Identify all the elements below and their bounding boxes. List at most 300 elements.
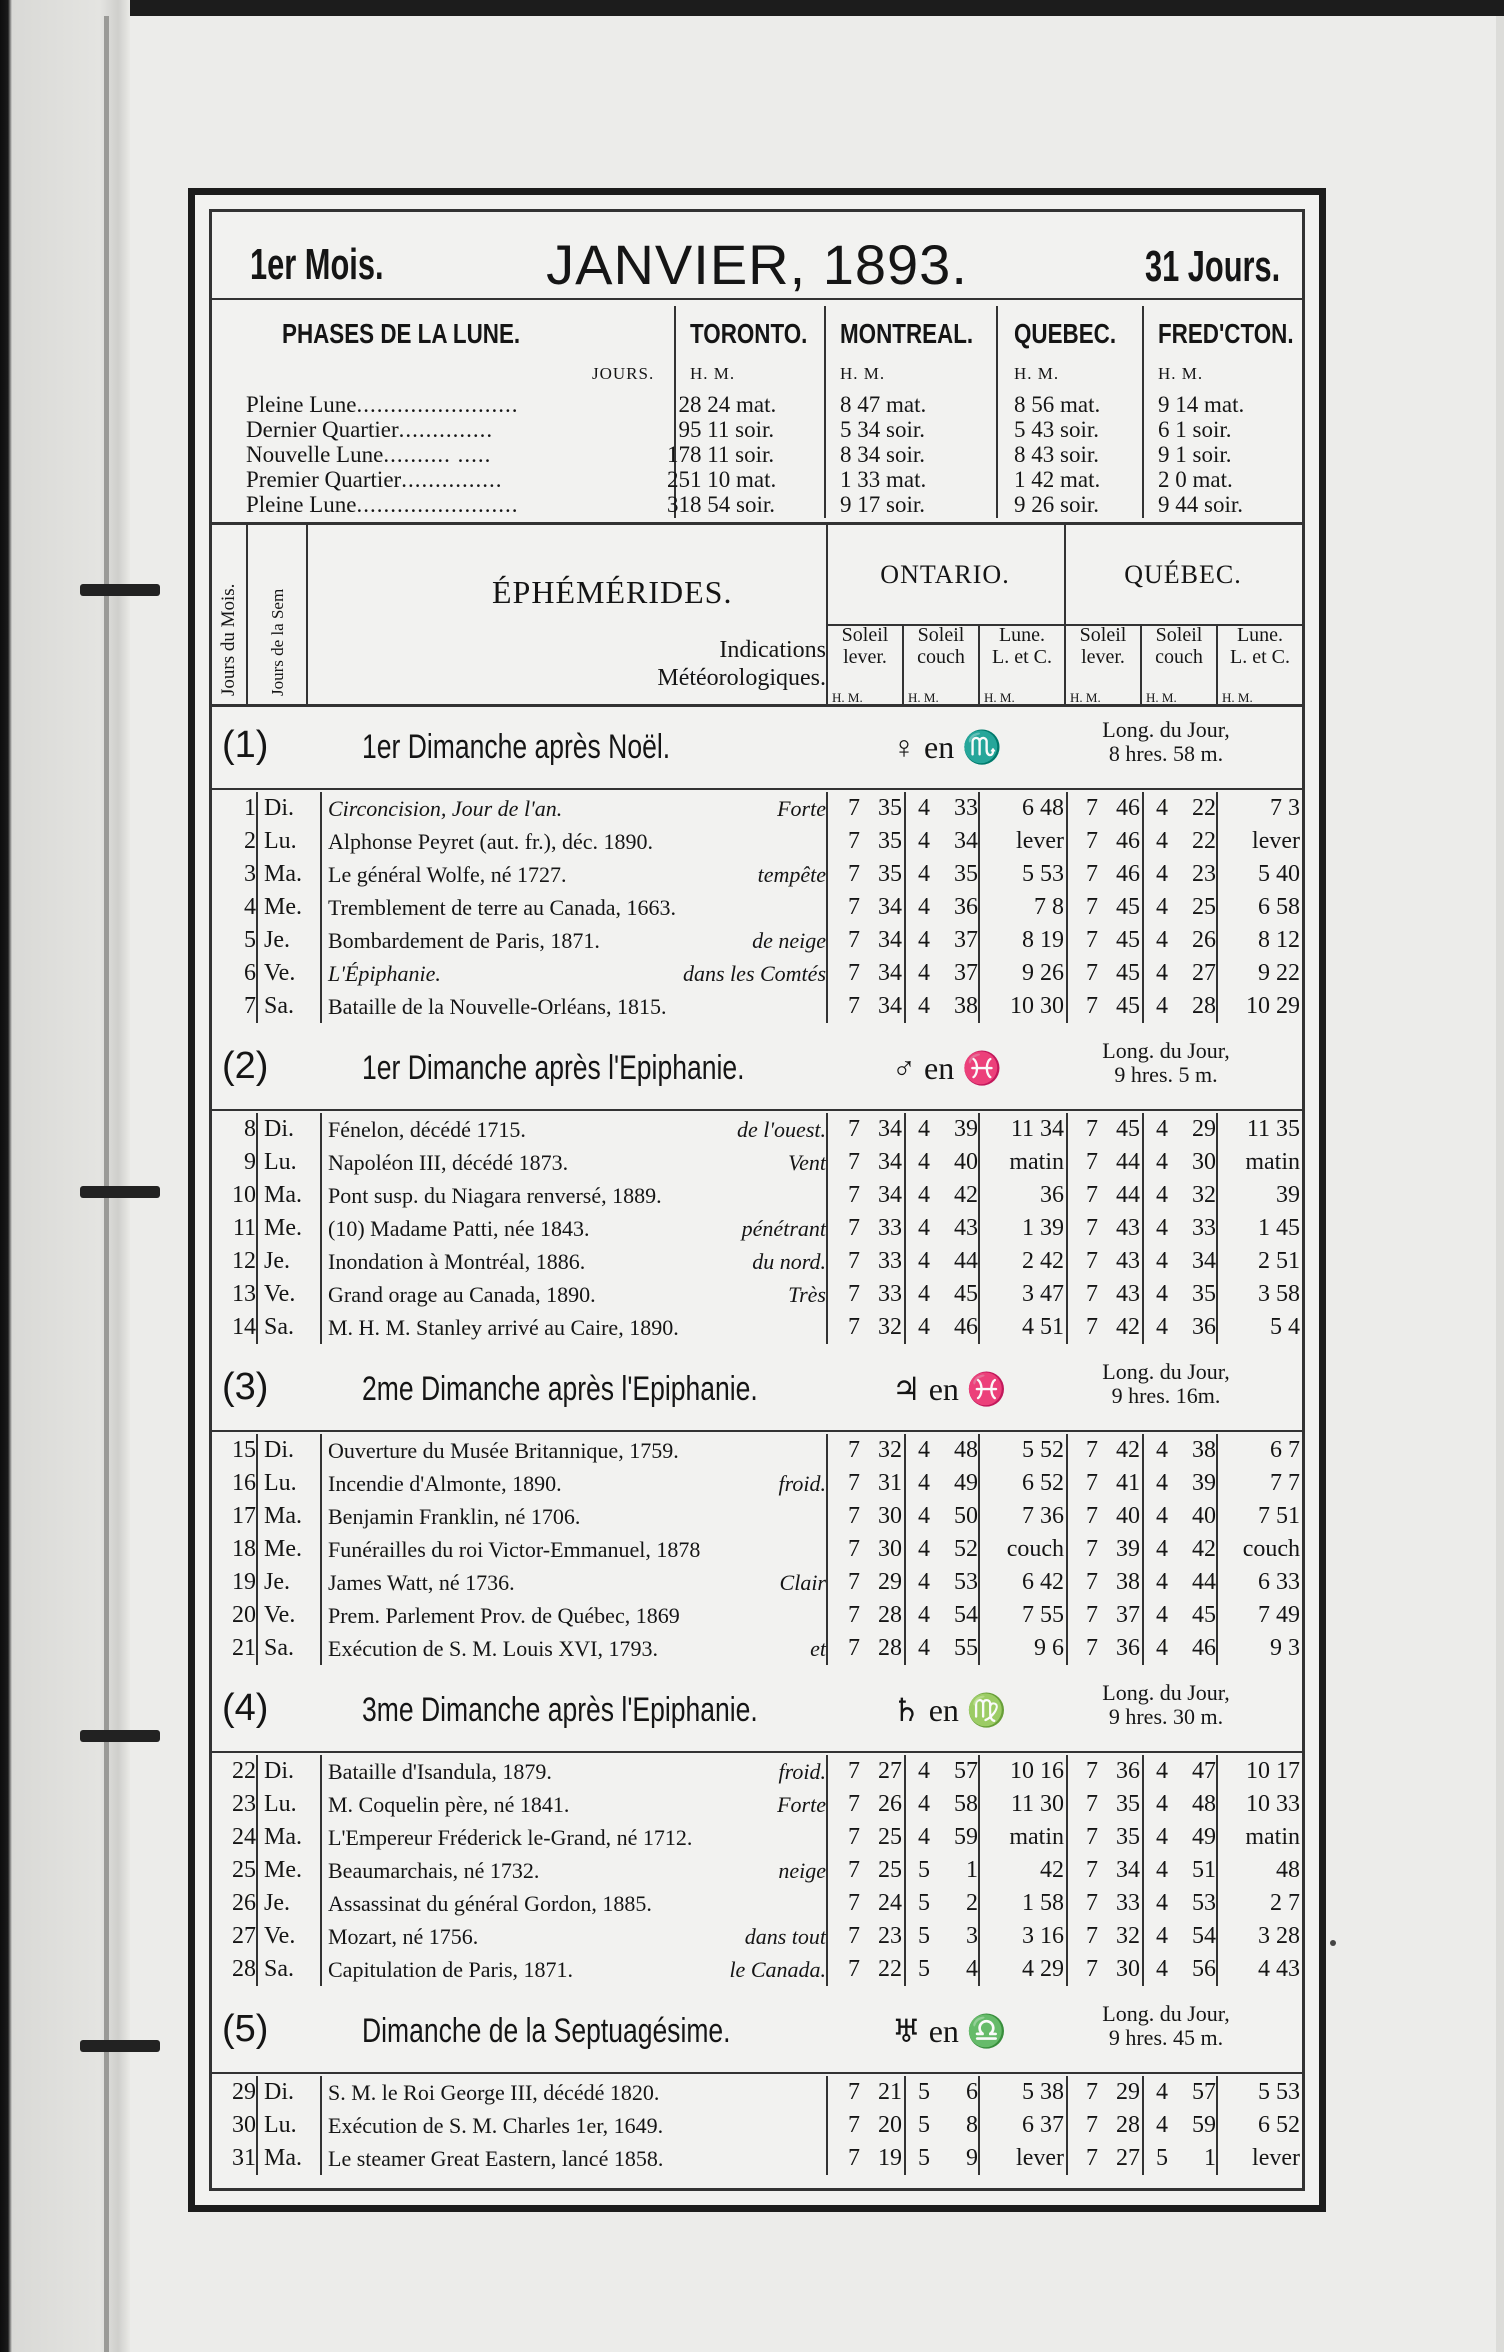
quebec-value: 32 [1192, 1182, 1216, 1208]
ontario-value: 7 [848, 1758, 860, 1784]
day-row [212, 792, 1302, 825]
moon-phase-day: 17 [667, 442, 690, 467]
week-title: 1er Dimanche après Noël. [362, 728, 671, 766]
quebec-value: 4 [1156, 1503, 1168, 1529]
ontario-value: 4 [918, 960, 930, 986]
subheader-line: lever. [843, 646, 887, 668]
hm-label: H. M. [1146, 690, 1177, 705]
event-text: Le général Wolfe, né 1727. [328, 862, 567, 887]
ontario-value: 7 8 [1034, 894, 1064, 920]
ontario-value: 44 [954, 1248, 978, 1274]
day-length-label: Long. du Jour, [1102, 717, 1230, 742]
quebec-value: 9 3 [1270, 1635, 1300, 1661]
day-of-month: 6 [244, 960, 256, 986]
quebec-value: 7 3 [1270, 795, 1300, 821]
quebec-value: 27 [1116, 2145, 1140, 2171]
day-of-week: Sa. [264, 1635, 294, 1661]
weather-forecast: le Canada. [729, 1957, 826, 1982]
city-header: MONTREAL. [840, 318, 974, 349]
ontario-value: 7 [848, 2079, 860, 2105]
quebec-value: 7 [1086, 1248, 1098, 1274]
quebec-value: 4 [1156, 1824, 1168, 1850]
day-length-value: 9 hres. 45 m. [1108, 2025, 1224, 2050]
ontario-value: 8 [966, 2112, 978, 2138]
quebec-value: 4 [1156, 1182, 1168, 1208]
ontario-value: 34 [878, 1182, 902, 1208]
week-number: (4) [222, 1687, 269, 1729]
quebec-value: 7 [1086, 1503, 1098, 1529]
ontario-value: 4 [918, 828, 930, 854]
quebec-value: 7 [1086, 993, 1098, 1019]
day-length-value: 9 hres. 30 m. [1108, 1704, 1224, 1729]
ontario-value: 7 [848, 1182, 860, 1208]
week-header [212, 1669, 1302, 1753]
ontario-value: 9 26 [1022, 960, 1064, 986]
quebec-value: 7 [1086, 1890, 1098, 1916]
moon-phase-time: 9 1 soir. [1158, 442, 1232, 467]
quebec-value: 48 [1192, 1791, 1216, 1817]
day-length-label: Long. du Jour, [1102, 2001, 1230, 2026]
ontario-value: 7 [848, 993, 860, 1019]
quebec-value: 7 [1086, 1602, 1098, 1628]
week-title: 2me Dimanche après l'Epiphanie. [362, 1370, 758, 1408]
day-row [212, 825, 1302, 858]
event-text: Funérailles du roi Victor-Emmanuel, 1878 [328, 1537, 701, 1562]
moon-phase-time: 9 44 soir. [1158, 492, 1243, 517]
quebec-value: 45 [1116, 927, 1140, 953]
ontario-value: 48 [954, 1437, 978, 1463]
moon-phase-label [246, 442, 491, 468]
planet-position: ♀ en ♏ [892, 729, 1003, 765]
quebec-value: 25 [1192, 894, 1216, 920]
ontario-value: 7 [848, 1215, 860, 1241]
event-text: Circoncision, Jour de l'an. [328, 796, 563, 821]
quebec-value: 4 [1156, 1536, 1168, 1562]
moon-phases-heading: PHASES DE LA LUNE. [282, 318, 521, 349]
ink-speck [1330, 1940, 1336, 1946]
ontario-value: 54 [954, 1602, 978, 1628]
divider [306, 524, 308, 704]
scan-edge-left [0, 0, 130, 2352]
quebec-value: 7 [1086, 2079, 1098, 2105]
quebec-value: 7 [1086, 1182, 1098, 1208]
quebec-value: 7 [1086, 2112, 1098, 2138]
calendar-frame [188, 188, 1326, 2212]
day-of-month: 21 [232, 1635, 256, 1661]
ontario-value: 1 39 [1022, 1215, 1064, 1241]
ontario-value: 33 [954, 795, 978, 821]
day-row [212, 2109, 1302, 2142]
day-of-week: Me. [264, 894, 302, 920]
ontario-value: 50 [954, 1503, 978, 1529]
ontario-value: 4 51 [1022, 1314, 1064, 1340]
quebec-value: 4 [1156, 1281, 1168, 1307]
quebec-value: 41 [1116, 1470, 1140, 1496]
ontario-value: 7 [848, 1437, 860, 1463]
quebec-value: 4 [1156, 1923, 1168, 1949]
divider [824, 306, 826, 518]
city-header: TORONTO. [690, 318, 808, 349]
ontario-value: 6 37 [1022, 2112, 1064, 2138]
ontario-value: 34 [878, 1116, 902, 1142]
moon-phase-time: 1 10 mat. [690, 467, 777, 492]
ontario-value: 5 [918, 2145, 930, 2171]
day-of-month: 9 [244, 1149, 256, 1175]
binding-spine [104, 16, 109, 2352]
quebec-value: 7 [1086, 1857, 1098, 1883]
day-length-label: Long. du Jour, [1102, 1359, 1230, 1384]
ontario-value: 22 [878, 1956, 902, 1982]
quebec-value: 4 [1156, 960, 1168, 986]
event-text: Exécution de S. M. Louis XVI, 1793. [328, 1636, 658, 1661]
day-of-month: 30 [232, 2112, 256, 2138]
quebec-value: 38 [1116, 1569, 1140, 1595]
quebec-value: 7 [1086, 828, 1098, 854]
week-days [212, 1434, 1302, 1665]
quebec-value: 4 [1156, 1149, 1168, 1175]
ontario-value: 7 [848, 1956, 860, 1982]
quebec-value: 7 7 [1270, 1470, 1300, 1496]
ontario-value: 6 48 [1022, 795, 1064, 821]
moon-phase-time: 2 0 mat. [1158, 467, 1233, 492]
ontario-value: 26 [878, 1791, 902, 1817]
ontario-value: 4 [918, 1602, 930, 1628]
ontario-value: 7 [848, 927, 860, 953]
day-row [212, 1566, 1302, 1599]
day-row [212, 2076, 1302, 2109]
quebec-value: 7 [1086, 1116, 1098, 1142]
quebec-value: 47 [1192, 1758, 1216, 1784]
moon-phase-time: 8 43 soir. [1014, 442, 1099, 467]
subheader-line: Lune. [1236, 624, 1284, 646]
ontario-value: 43 [954, 1215, 978, 1241]
quebec-value: 46 [1116, 795, 1140, 821]
weather-forecast: pénétrant [741, 1216, 826, 1241]
quebec-value: 39 [1276, 1182, 1300, 1208]
phase-name: Pleine Lune [246, 492, 357, 517]
day-of-week: Lu. [264, 2112, 297, 2138]
moon-phases-table [212, 300, 1302, 525]
quebec-value: 28 [1116, 2112, 1140, 2138]
quebec-value: 46 [1116, 861, 1140, 887]
quebec-value: 26 [1192, 927, 1216, 953]
ontario-value: 6 [966, 2079, 978, 2105]
quebec-value: 4 [1156, 1116, 1168, 1142]
ontario-value: 5 [918, 1956, 930, 1982]
ontario-value: 10 30 [1010, 993, 1064, 1019]
event-text: Benjamin Franklin, né 1706. [328, 1504, 581, 1529]
city-header: FRED'CTON. [1158, 318, 1294, 349]
day-row [212, 1467, 1302, 1500]
ontario-value: 7 [848, 1248, 860, 1274]
ontario-value: 4 [918, 1314, 930, 1340]
ontario-value: 4 29 [1022, 1956, 1064, 1982]
ontario-value: 4 [918, 1248, 930, 1274]
month-header [212, 212, 1302, 300]
day-of-month: 23 [232, 1791, 256, 1817]
event-text: Grand orage au Canada, 1890. [328, 1282, 596, 1307]
quebec-value: 2 51 [1258, 1248, 1300, 1274]
weather-forecast: froid. [778, 1471, 826, 1496]
event-text: Tremblement de terre au Canada, 1663. [328, 895, 677, 920]
quebec-value: 7 [1086, 1149, 1098, 1175]
subheader-line: Soleil [1079, 624, 1127, 646]
day-length-value: 9 hres. 5 m. [1114, 1062, 1218, 1087]
week-title: 1er Dimanche après l'Epiphanie. [362, 1049, 745, 1087]
ontario-value: lever [1016, 828, 1064, 854]
quebec-value: 51 [1192, 1857, 1216, 1883]
ontario-value: 34 [878, 927, 902, 953]
quebec-value: 4 [1156, 993, 1168, 1019]
ontario-value: 33 [878, 1281, 902, 1307]
ontario-value: 4 [918, 1149, 930, 1175]
day-of-week: Lu. [264, 1791, 297, 1817]
event-text: S. M. le Roi George III, décédé 1820. [328, 2080, 660, 2105]
quebec-value: 6 52 [1258, 2112, 1300, 2138]
day-of-month: 20 [232, 1602, 256, 1628]
week-days [212, 1113, 1302, 1344]
event-text: L'Empereur Fréderick le-Grand, né 1712. [328, 1825, 693, 1850]
weather-forecast: dans les Comtés [683, 961, 826, 986]
ontario-value: 5 53 [1022, 861, 1064, 887]
quebec-value: matin [1245, 1149, 1300, 1175]
page-title: JANVIER, 1893. [546, 233, 968, 296]
day-row [212, 1500, 1302, 1533]
quebec-value: 4 [1156, 1248, 1168, 1274]
meteo-label-line: Météorologiques. [657, 665, 826, 691]
quebec-value: 30 [1192, 1149, 1216, 1175]
quebec-value: 39 [1192, 1470, 1216, 1496]
ontario-value: 38 [954, 993, 978, 1019]
weather-forecast: Clair [779, 1570, 826, 1595]
ontario-value: 4 [918, 927, 930, 953]
day-of-week: Ve. [264, 1923, 296, 1949]
ontario-value: 7 [848, 861, 860, 887]
week-number: (5) [222, 2008, 269, 2050]
ontario-value: 7 [848, 1314, 860, 1340]
quebec-value: 6 58 [1258, 894, 1300, 920]
moon-phase-time: 8 54 soir. [690, 492, 775, 517]
moon-phase-day: 31 [667, 492, 690, 517]
ontario-value: 5 [918, 1923, 930, 1949]
moon-phase-time: 5 11 soir. [690, 417, 775, 442]
ontario-value: 35 [878, 861, 902, 887]
ontario-value: 52 [954, 1536, 978, 1562]
day-of-month: 27 [232, 1923, 256, 1949]
ontario-value: 24 [878, 1890, 902, 1916]
hm-label: H. M. [1070, 690, 1101, 705]
quebec-value: lever [1252, 2145, 1300, 2171]
quebec-value: 42 [1116, 1437, 1140, 1463]
ontario-value: 45 [954, 1281, 978, 1307]
day-of-week: Sa. [264, 1314, 294, 1340]
ontario-value: 7 [848, 795, 860, 821]
ontario-value: 3 16 [1022, 1923, 1064, 1949]
ontario-value: 21 [878, 2079, 902, 2105]
week-title: Dimanche de la Septuagésime. [362, 2012, 731, 2050]
moon-phase-time: 9 17 soir. [840, 492, 925, 517]
day-of-month: 19 [232, 1569, 256, 1595]
ontario-value: 7 [848, 1536, 860, 1562]
quebec-value: 28 [1192, 993, 1216, 1019]
event-text: Assassinat du général Gordon, 1885. [328, 1891, 652, 1916]
city-header: QUEBEC. [1014, 318, 1117, 349]
moon-phase-time: 5 43 soir. [1014, 417, 1099, 442]
quebec-value: 36 [1192, 1314, 1216, 1340]
quebec-value: 56 [1192, 1956, 1216, 1982]
quebec-value: 4 [1156, 1956, 1168, 1982]
ontario-value: 7 [848, 1470, 860, 1496]
day-row [212, 1533, 1302, 1566]
weather-forecast: Forte [777, 796, 826, 821]
event-text: L'Épiphanie. [328, 961, 441, 986]
event-text: Incendie d'Almonte, 1890. [328, 1471, 562, 1496]
ontario-value: 1 [966, 1857, 978, 1883]
quebec-value: 4 [1156, 1314, 1168, 1340]
ontario-value: 32 [878, 1314, 902, 1340]
quebec-value: 4 [1156, 1857, 1168, 1883]
quebec-value: 3 58 [1258, 1281, 1300, 1307]
quebec-value: 38 [1192, 1437, 1216, 1463]
subheader-line: Soleil [1155, 624, 1203, 646]
ontario-value: 35 [878, 828, 902, 854]
ontario-value: 28 [878, 1635, 902, 1661]
quebec-value: 45 [1116, 993, 1140, 1019]
moon-phase-time: 6 1 soir. [1158, 417, 1232, 442]
phase-name: Dernier Quartier [246, 417, 399, 442]
day-row [212, 1311, 1302, 1344]
ontario-value: 36 [1040, 1182, 1064, 1208]
quebec-value: couch [1242, 1536, 1300, 1562]
day-row [212, 1212, 1302, 1245]
quebec-value: 7 [1086, 1791, 1098, 1817]
day-of-week: Ma. [264, 1182, 302, 1208]
ontario-value: 40 [954, 1149, 978, 1175]
ontario-value: 34 [878, 1149, 902, 1175]
day-row [212, 1755, 1302, 1788]
quebec-value: 4 [1156, 1791, 1168, 1817]
quebec-value: matin [1245, 1824, 1300, 1850]
quebec-value: 30 [1116, 1956, 1140, 1982]
meteo-indications-label [412, 636, 826, 692]
quebec-value: 34 [1116, 1857, 1140, 1883]
event-text: Bataille d'Isandula, 1879. [328, 1759, 552, 1784]
day-of-week: Je. [264, 1248, 290, 1274]
ontario-value: 7 [848, 1857, 860, 1883]
quebec-value: 40 [1192, 1503, 1216, 1529]
weather-forecast: du nord. [752, 1249, 826, 1274]
day-row [212, 891, 1302, 924]
ontario-value: 20 [878, 2112, 902, 2138]
day-length-value: 9 hres. 16m. [1111, 1383, 1221, 1408]
day-of-month: 14 [232, 1314, 256, 1340]
event-text: (10) Madame Patti, née 1843. [328, 1216, 590, 1241]
ontario-value: 34 [878, 960, 902, 986]
day-of-week: Ma. [264, 1824, 302, 1850]
week-number: (3) [222, 1366, 269, 1408]
subheader-line: L. et C. [1230, 646, 1290, 668]
quebec-value: 10 17 [1246, 1758, 1300, 1784]
day-length [1032, 718, 1300, 766]
moon-phase-time: 1 33 mat. [840, 467, 927, 492]
day-of-month: 26 [232, 1890, 256, 1916]
ontario-value: 27 [878, 1758, 902, 1784]
quebec-value: 4 [1156, 1215, 1168, 1241]
ontario-value: 1 58 [1022, 1890, 1064, 1916]
ephemerides-title: ÉPHÉMÉRIDES. [492, 574, 733, 610]
ontario-value: 9 [966, 2145, 978, 2171]
event-text: Capitulation de Paris, 1871. [328, 1957, 574, 1982]
quebec-value: 22 [1192, 828, 1216, 854]
hm-label: H. M. [1014, 364, 1060, 383]
quebec-value: 7 [1086, 1536, 1098, 1562]
month-number: 1er Mois. [250, 240, 384, 289]
ontario-value: 30 [878, 1503, 902, 1529]
ontario-value: 4 [918, 1281, 930, 1307]
ontario-value: 29 [878, 1569, 902, 1595]
ontario-value: 25 [878, 1824, 902, 1850]
day-of-week: Je. [264, 1890, 290, 1916]
day-of-month: 3 [244, 861, 256, 887]
ontario-value: 11 30 [1010, 1791, 1064, 1817]
ontario-value: 53 [954, 1569, 978, 1595]
quebec-value: 35 [1116, 1824, 1140, 1850]
days-count: 31 Jours. [1144, 242, 1280, 291]
quebec-value: 43 [1116, 1215, 1140, 1241]
quebec-value: 7 [1086, 861, 1098, 887]
moon-phase-day: 25 [667, 467, 690, 492]
quebec-value: 1 [1204, 2145, 1216, 2171]
ontario-value: 4 [918, 1503, 930, 1529]
ontario-value: 28 [878, 1602, 902, 1628]
moon-phase-time: 8 34 soir. [840, 442, 925, 467]
ontario-value: 5 [918, 2112, 930, 2138]
quebec-value: 3 28 [1258, 1923, 1300, 1949]
province-ontario: ONTARIO. [880, 560, 1010, 589]
ontario-value: 7 [848, 1635, 860, 1661]
quebec-value: 7 51 [1258, 1503, 1300, 1529]
ontario-value: 4 [918, 894, 930, 920]
quebec-value: 4 [1156, 2079, 1168, 2105]
leader-dots: ........................ [356, 392, 519, 417]
day-of-month: 11 [232, 1215, 256, 1241]
hm-label: H. M. [832, 690, 863, 705]
week-days [212, 2076, 1302, 2175]
binding-stitch [80, 2040, 160, 2052]
binding-stitch [80, 1730, 160, 1742]
ontario-value: matin [1009, 1824, 1064, 1850]
quebec-value: 29 [1192, 1116, 1216, 1142]
ontario-value: 10 16 [1010, 1758, 1064, 1784]
ontario-value: 32 [878, 1437, 902, 1463]
day-of-month: 22 [232, 1758, 256, 1784]
ontario-value: lever [1016, 2145, 1064, 2171]
week-number: (1) [222, 724, 269, 766]
quebec-value: 7 [1086, 1824, 1098, 1850]
day-of-month: 2 [244, 828, 256, 854]
day-of-month: 1 [244, 795, 256, 821]
moon-phase-time: 8 56 mat. [1014, 392, 1101, 417]
ontario-value: 25 [878, 1857, 902, 1883]
ontario-value: 2 [966, 1890, 978, 1916]
ontario-value: 30 [878, 1536, 902, 1562]
quebec-value: 44 [1116, 1182, 1140, 1208]
ontario-value: 57 [954, 1758, 978, 1784]
week-header [212, 1027, 1302, 1111]
hm-label: H. M. [690, 364, 736, 383]
column-label-jours-mois: Jours du Mois. [218, 583, 239, 696]
event-text: Bataille de la Nouvelle-Orléans, 1815. [328, 994, 667, 1019]
